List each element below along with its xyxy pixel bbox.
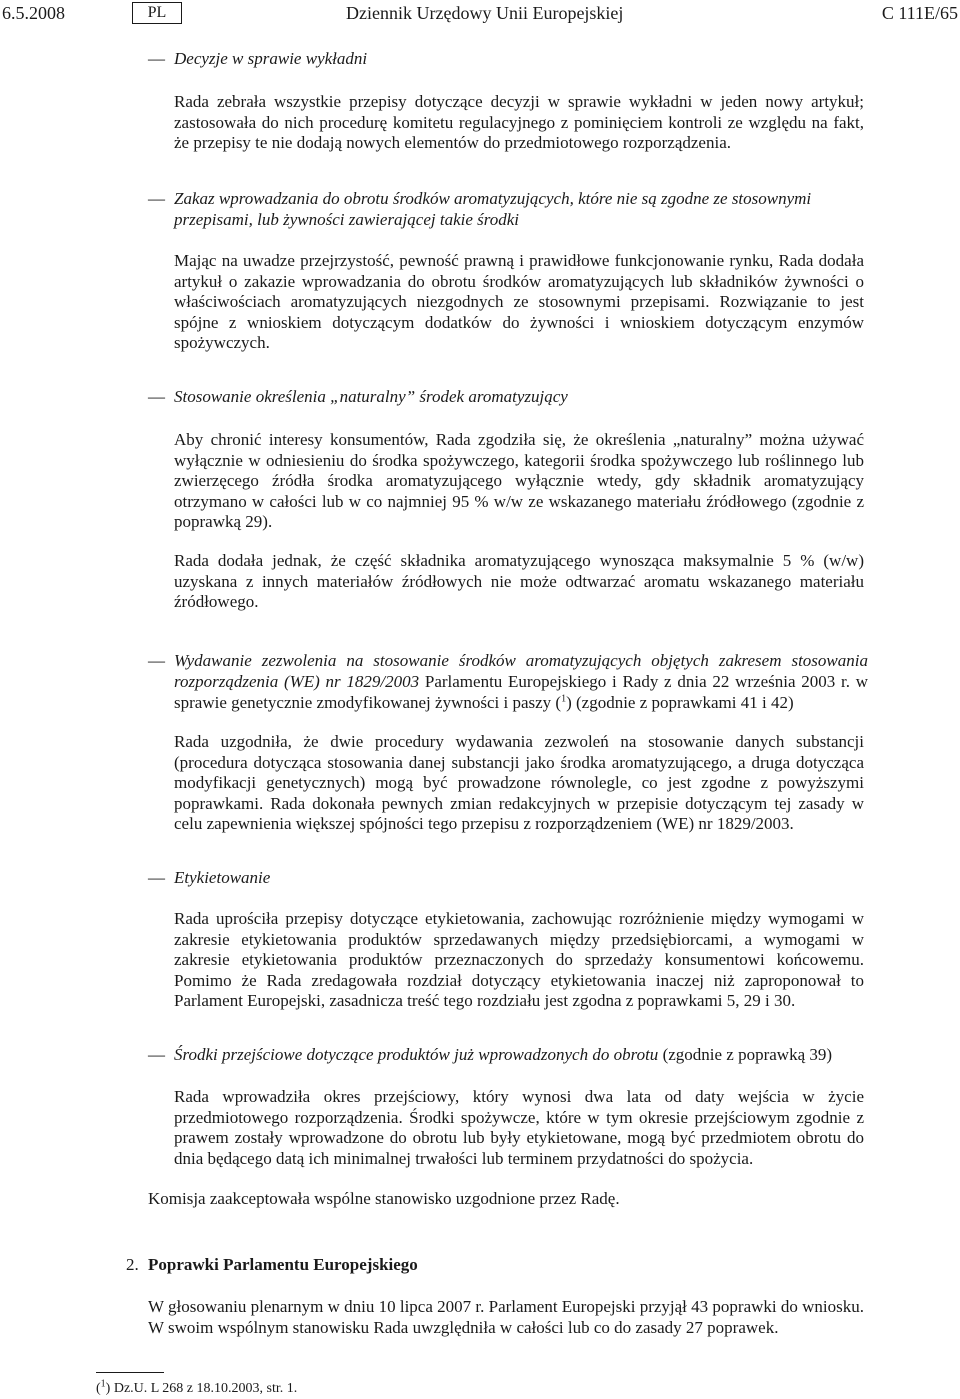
heading-rest: (zgodnie z poprawką 39) [658, 1045, 833, 1064]
section-heading-prohibition [148, 188, 868, 230]
footnote-open: ( [96, 1381, 101, 1396]
heading-rest: Parlamentu Europejskiego i Rady z dnia 22 września 2003 r. w sprawie genetycznie zmodyfikowanej żywności i paszy ( [174, 672, 868, 712]
footnote-text: Dz.U. L 268 z 18.10.2003, str. 1. [110, 1381, 298, 1396]
conclusion-paragraph: Komisja zaakceptowała wspólne stanowisko uzgodnione przez Radę. [148, 1189, 620, 1208]
dash-marker: — [148, 651, 165, 670]
publication-date: 6.5.2008 [2, 3, 65, 23]
paragraph: Mając na uwadze przejrzystość, pewność prawną i prawidłowe funkcjonowanie rynku, Rada dodała artykuł o zakazie wprowadzania do obrotu środków aromatyzujących lub składników żywności o właściwościach aromatyzujących niezgodnych ze stosownymi przepisami. Rozwiązanie to jest spójne z wnioskiem dotyczącym dodatków do żywności i wnioskiem dotyczącym enzymów spożywczych. [174, 251, 864, 352]
page-header [0, 0, 960, 26]
heading-text: Etykietowanie [174, 868, 271, 887]
dash-marker: — [148, 49, 165, 68]
section-title: Poprawki Parlamentu Europejskiego [148, 1255, 418, 1274]
heading-tail: ) (zgodnie z poprawkami 41 i 42) [566, 693, 794, 712]
footnote-reference[interactable]: 1 [561, 693, 567, 705]
section-heading-natural [148, 386, 868, 407]
heading-text [148, 1044, 868, 1065]
paragraph: Rada dodała jednak, że część składnika aromatyzującego wynosząca maksymalnie 5 % (w/w) uzyskana z innych materiałów źródłowych nie może odtwarzać aromatu wskazanego materiału źródłowego. [174, 551, 864, 611]
footnote [96, 1380, 297, 1398]
footnote-separator [96, 1372, 164, 1373]
dash-marker: — [148, 387, 165, 406]
section-heading-authorisation [148, 650, 868, 713]
paragraph: Rada wprowadziła okres przejściowy, który wynosi dwa lata od daty wejścia w życie przedmiotowego rozporządzenia. Środki spożywcze, które w tym okresie przejściowym zgodnie z prawem zostały wprowadzone do obrotu lub były etykietowane, mogą być przedmiotem obrotu do dnia będącego datą ich minimalnej trwałości lub terminem przydatności do spożycia. [174, 1087, 864, 1168]
heading-italic: Środki przejściowe dotyczące produktów już wprowadzonych do obrotu [174, 1045, 659, 1064]
section-number: 2. [126, 1255, 139, 1274]
heading-italic: Wydawanie zezwolenia na stosowanie środków aromatyzujących objętych zakresem stosowania rozporządzenia (WE) nr 1829/2003 [174, 651, 868, 691]
paragraph: Aby chronić interesy konsumentów, Rada zgodziła się, że określenia „naturalny” można używać wyłącznie w odniesieniu do środka spożywczego, kategorii środka spożywczego lub roślinnego lub zwierzęcego źródła środka aromatyzującego wyłącznie wtedy, gdy składnik aromatyzujący otrzymano w całości lub w co najmniej 95 % w/w ze wskazanego materiału źródłowego (zgodnie z poprawką 29). [174, 430, 864, 531]
section-heading-interpretation [148, 48, 868, 69]
footnote-mark: 1 [100, 1378, 106, 1390]
section-heading-labelling [148, 867, 868, 888]
paragraph: W głosowaniu plenarnym w dniu 10 lipca 2007 r. Parlament Europejski przyjął 43 poprawki do wniosku. W swoim wspólnym stanowisku Rada uwzględniła w całości lub co do zasady 27 poprawek. [148, 1297, 864, 1337]
heading-text: Zakaz wprowadzania do obrotu środków aromatyzujących, które nie są zgodne ze stosownymi przepisami, lub żywności zawierającej takie środki [174, 189, 812, 229]
dash-marker: — [148, 189, 165, 208]
paragraph: Rada uprościła przepisy dotyczące etykietowania, zachowując rozróżnienie między wymogami w zakresie etykietowania produktów sprzedawanych między przedsiębiorcami, a wymogami w zakresie etykietowania produktów przeznaczonych do sprzedaży konsumentowi końcowemu. Pomimo że Rada zredagowała rozdział dotyczący etykietowania inaczej niż zaproponował to Parlament Europejski, zasadnicza treść tego rozdziału jest zgodna z poprawkami 5, 29 i 30. [174, 909, 864, 1010]
page-reference: C 111E/65 [881, 3, 958, 23]
paragraph: Rada uzgodniła, że dwie procedury wydawania zezwoleń na stosowanie danych substancji (procedura dotycząca stosowania danej substancji jako środka aromatyzującego, a druga dotycząca modyfikacji genetycznych) mogą być prowadzone równolegle, co jest zgodne z powyższymi poprawkami. Rada dokonała pewnych zmian redakcyjnych w przepisie dotyczącym tej zasady w celu zapewnienia większej spójności tego przepisu z rozporządzeniem (WE) nr 1829/2003. [174, 732, 864, 833]
dash-marker: — [148, 868, 165, 887]
footnote-close: ) [105, 1381, 111, 1396]
paragraph: Rada zebrała wszystkie przepisy dotyczące decyzji w sprawie wykładni w jeden nowy artykuł; zastosowała do nich procedurę komitetu regulacyjnego z pominięciem kontroli ze względu na fakt, że przepisy te nie dodają nowych elementów do przedmiotowego rozporządzenia. [174, 92, 864, 152]
dash-marker: — [148, 1045, 165, 1064]
heading-text [148, 650, 868, 713]
journal-title: Dziennik Urzędowy Unii Europejskiej [346, 3, 624, 23]
language-badge: PL [132, 2, 182, 24]
heading-text: Stosowanie określenia „naturalny” środek aromatyzujący [174, 387, 568, 406]
heading-text: Decyzje w sprawie wykładni [174, 49, 368, 68]
section-heading-transitional [148, 1044, 868, 1065]
